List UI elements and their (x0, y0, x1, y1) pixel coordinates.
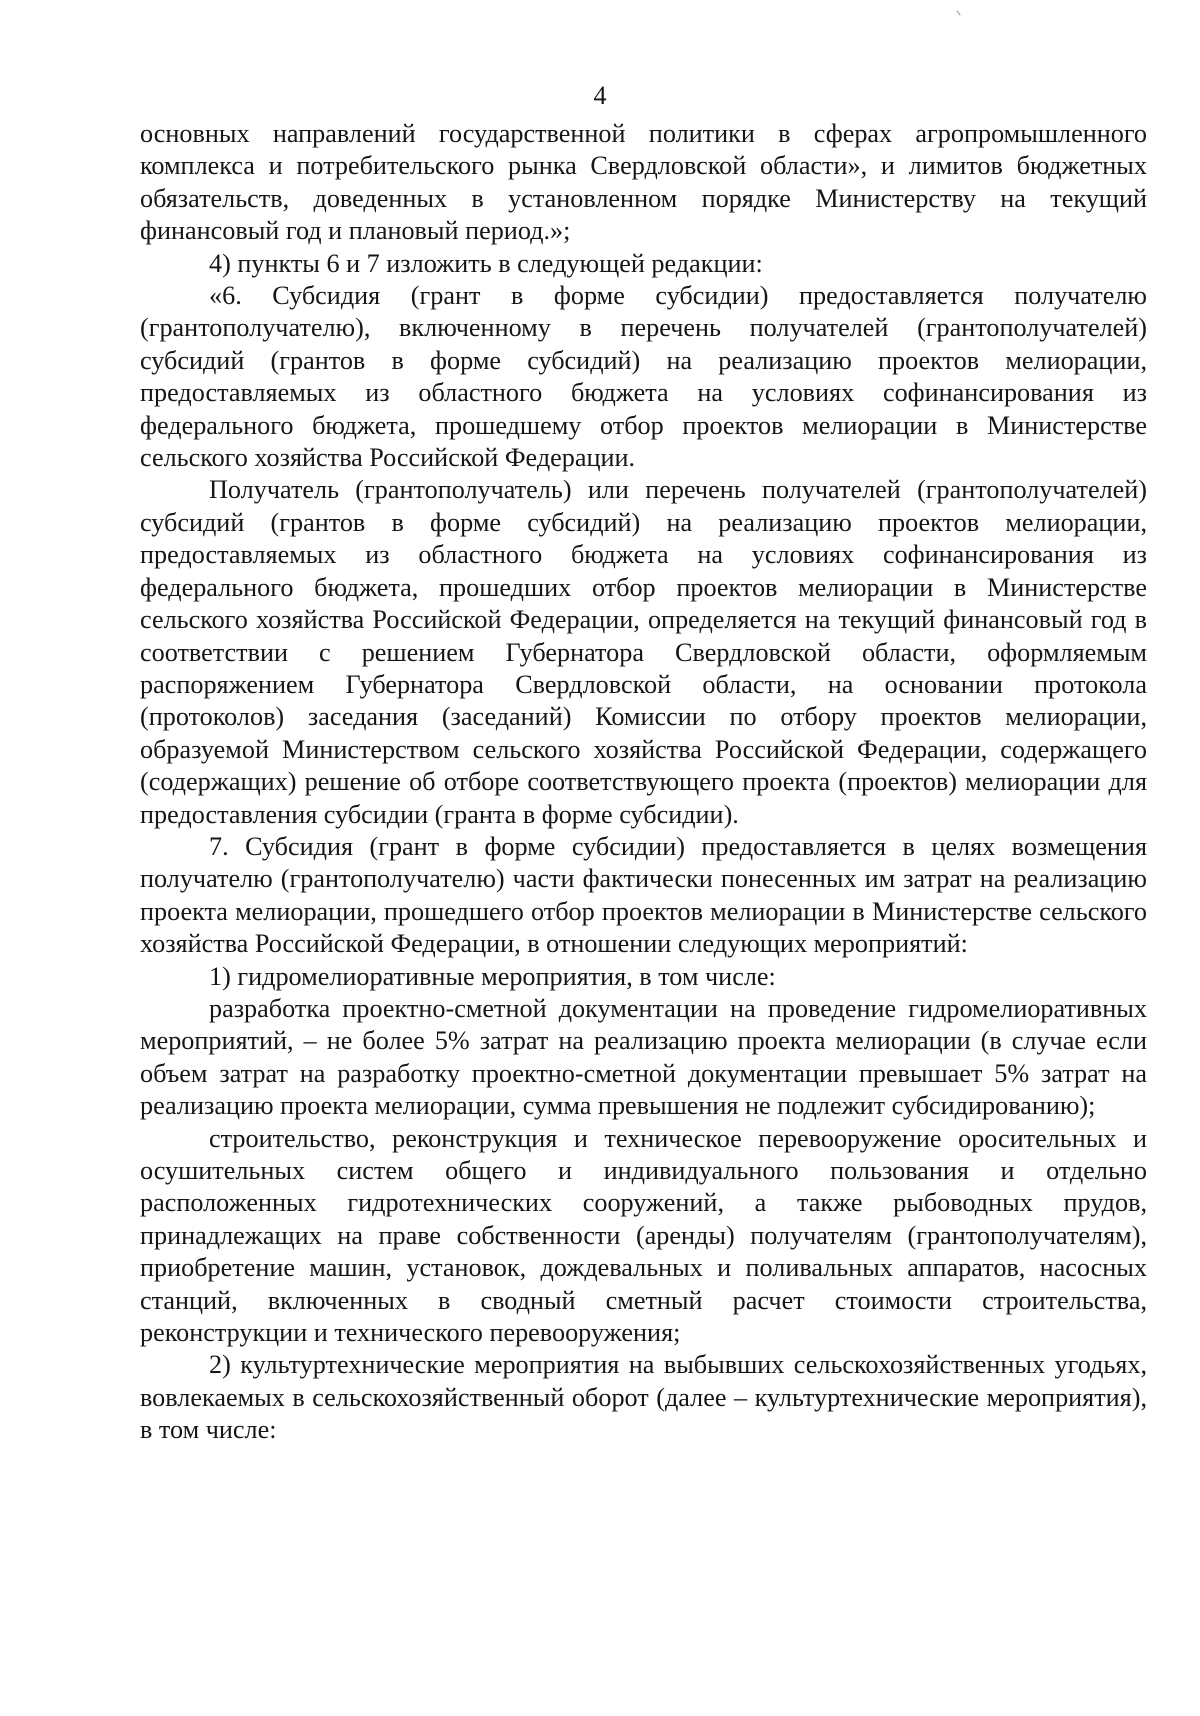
paragraph-1: основных направлений государственной политики в сферах агропромышленного комплекса и потребительского рынка Свердловской области», и лимитов бюджетных обязательств, доведенных в установленном порядке Министерству на текущий финансовый год и плановый период.»; (140, 119, 1147, 246)
scan-mark (956, 10, 960, 15)
paragraph-8: строительство, реконструкция и техническое перевооружение оросительных и осушительных систем общего и индивидуального пользования и отдельно расположенных гидротехнических сооружений, а также рыбоводных прудов, принадлежащих на праве собственности (аренды) получателям (грантополучателям), приобретение машин, установок, дождевальных и поливальных аппаратов, насосных станций, включенных в сводный сметный расчет стоимости строительства, реконструкции и технического перевооружения; (140, 1123, 1147, 1348)
document-body (140, 118, 1147, 1447)
paragraph-6: 1) гидромелиоративные мероприятия, в том числе: (209, 961, 776, 991)
paragraph-2: 4) пункты 6 и 7 изложить в следующей редакции: (209, 248, 763, 278)
paragraph-5: 7. Субсидия (грант в форме субсидии) предоставляется в целях возмещения получателю (грантополучателю) части фактически понесенных им затрат на реализацию проекта мелиорации, прошедшего отбор проектов мелиорации в Министерстве сельского хозяйства Российской Федерации, в отношении следующих мероприятий: (140, 831, 1147, 959)
paragraph-4: Получатель (грантополучатель) или перечень получателей (грантополучателей) субсидий (грантов в форме субсидий) на реализацию проектов мелиорации, предоставляемых из областного бюджета на условиях софинансирования из федерального бюджета, прошедших отбор проектов мелиорации в Министерстве сельского хозяйства Российской Федерации, определяется на текущий финансовый год в соответствии с решением Губернатора Свердловской области, оформляемым распоряжением Губернатора Свердловской области, на основании протокола (протоколов) заседания (заседаний) Комиссии по отбору проектов мелиорации, образуемой Министерством сельского хозяйства Российской Федерации, содержащего (содержащих) решение об отборе соответствующего проекта (проектов) мелиорации для предоставления субсидии (гранта в форме субсидии). (140, 475, 1147, 829)
paragraph-3: «6. Субсидия (грант в форме субсидии) предоставляется получателю (грантополучателю), включенному в перечень получателей (грантополучателей) субсидий (грантов в форме субсидий) на реализацию проектов мелиорации, предоставляемых из областного бюджета на условиях софинансирования из федерального бюджета, прошедшему отбор проектов мелиорации в Министерстве сельского хозяйства Российской Федерации. (140, 281, 1147, 473)
page-number: 4 (593, 81, 607, 110)
paragraph-7: разработка проектно-сметной документации на проведение гидромелиоративных мероприятий, – не более 5% затрат на реализацию проекта мелиорации (в случае если объем затрат на разработку проектно-сметной документации превышает 5% затрат на реализацию проекта мелиорации, сумма превышения не подлежит субсидированию); (140, 993, 1147, 1121)
paragraph-9: 2) культуртехнические мероприятия на выбывших сельскохозяйственных угодьях, вовлекаемых в сельскохозяйственный оборот (далее – культуртехнические мероприятия), в том числе: (140, 1350, 1147, 1445)
